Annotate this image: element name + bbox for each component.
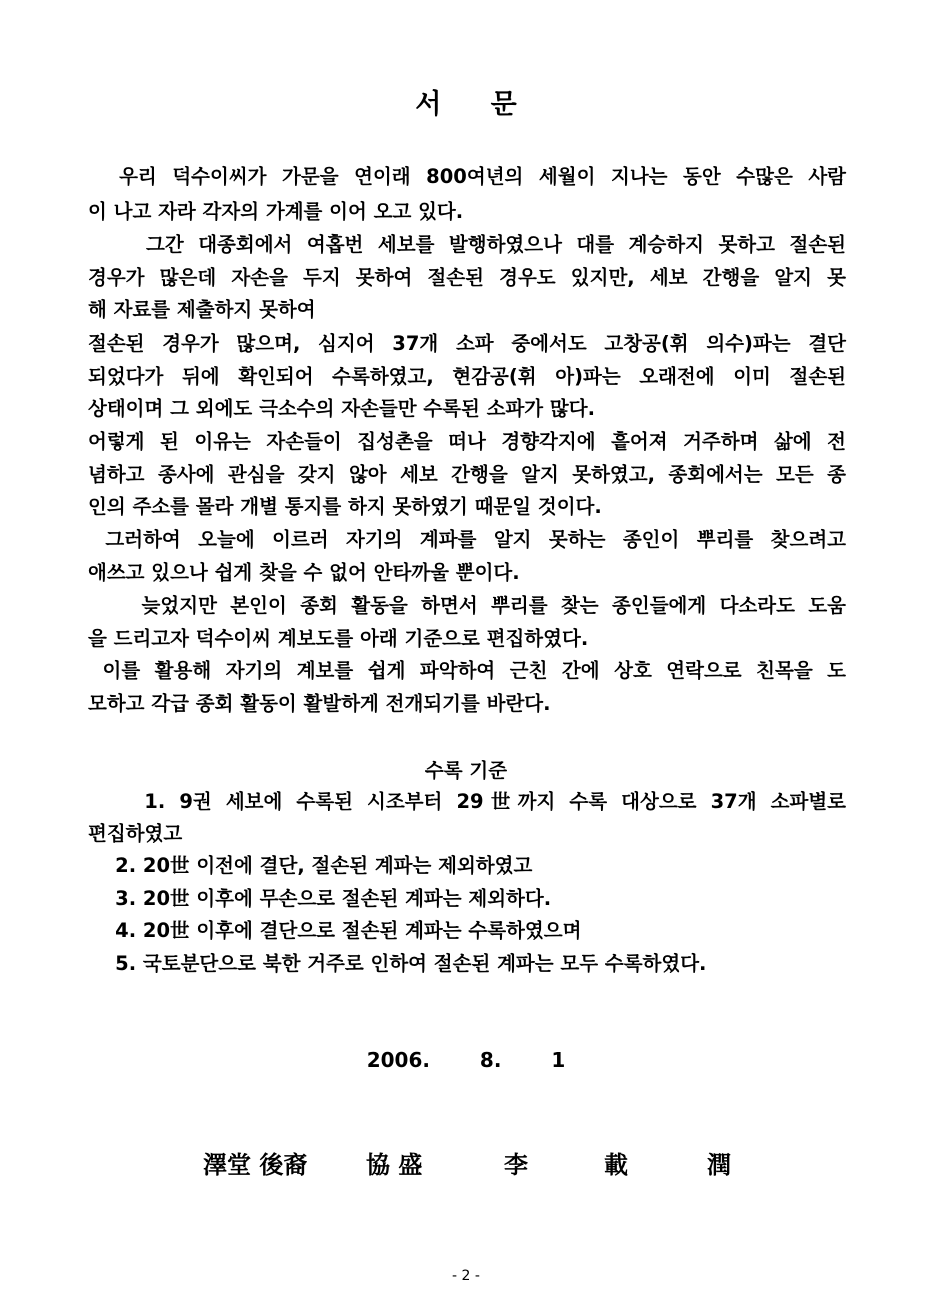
- body-line: 모하고 각급 종회 활동이 활발하게 전개되기를 바란다.: [88, 692, 551, 715]
- body-line: 그간 대종회에서 여홉번 세보를 발행하였으나 대를 계승하지 못하고 절손된: [88, 233, 846, 256]
- criteria-line: 3. 20世 이후에 무손으로 절손된 계파는 제외하다.: [88, 887, 552, 910]
- criteria-line: 5. 국토분단으로 북한 거주로 인하여 절손된 계파는 모두 수록하였다.: [88, 952, 707, 975]
- page-number: - 2 -: [452, 1268, 480, 1284]
- body-line: 절손된 경우가 많으며, 심지어 37개 소파 중에서도 고창공(휘 의수)파는 결단: [88, 332, 846, 355]
- criteria-heading: 수록 기준: [424, 759, 508, 782]
- document-date: 2006. 8. 1: [366, 1048, 566, 1072]
- signature-title: 協 盛: [366, 1150, 423, 1179]
- body-line: 상태이며 그 외에도 극소수의 자손들만 수록된 소파가 많다.: [88, 397, 596, 420]
- body-line: 경우가 많은데 자손을 두지 못하여 절손된 경우도 있지만, 세보 간행을 알지 못: [88, 266, 846, 289]
- signature-surname: 李: [504, 1150, 528, 1179]
- criteria-line: 4. 20世 이후에 결단으로 절손된 계파는 수록하였으며: [88, 919, 582, 942]
- body-line: 해 자료를 제출하지 못하여: [88, 298, 316, 321]
- signature-given-name-2: 潤: [707, 1150, 731, 1179]
- body-line: 이 나고 자라 각자의 가계를 이어 오고 있다.: [88, 200, 464, 223]
- page-title: 서 문: [415, 89, 537, 120]
- body-line: 늦었지만 본인이 종회 활동을 하면서 뿌리를 찾는 종인들에게 다소라도 도움: [88, 594, 846, 617]
- body-line: 어렇게 된 이유는 자손들이 집성촌을 떠나 경향각지에 흩어져 거주하며 삶에 전: [88, 430, 846, 453]
- body-line: 애쓰고 있으나 쉽게 찾을 수 없어 안타까울 뿐이다.: [88, 561, 520, 584]
- criteria-line: 2. 20世 이전에 결단, 절손된 계파는 제외하였고: [88, 854, 533, 877]
- body-line: 인의 주소를 몰라 개별 통지를 하지 못하였기 때문일 것이다.: [88, 495, 602, 518]
- signature-lineage: 澤堂 後裔: [203, 1150, 308, 1179]
- criteria-line: 1. 9권 세보에 수록된 시조부터 29世까지 수록 대상으로 37개 소파별로: [88, 790, 846, 813]
- body-line: 념하고 종사에 관심을 갖지 않아 세보 간행을 알지 못하였고, 종회에서는 모든 종: [88, 463, 846, 486]
- criteria-line: 편집하였고: [88, 822, 183, 845]
- body-line: 되었다가 뒤에 확인되어 수록하였고, 현감공(휘 아)파는 오래전에 이미 절손된: [88, 365, 846, 388]
- signature-given-name-1: 載: [604, 1150, 628, 1179]
- body-line: 우리 덕수이씨가 가문을 연이래 800여년의 세월이 지나는 동안 수많은 사람: [88, 165, 846, 188]
- body-line: 을 드리고자 덕수이씨 계보도를 아래 기준으로 편집하였다.: [88, 627, 589, 650]
- body-line: 그러하여 오늘에 이르러 자기의 계파를 알지 못하는 종인이 뿌리를 찾으려고: [88, 528, 846, 551]
- body-line: 이를 활용해 자기의 계보를 쉽게 파악하여 근친 간에 상호 연락으로 친목을 도: [88, 659, 846, 682]
